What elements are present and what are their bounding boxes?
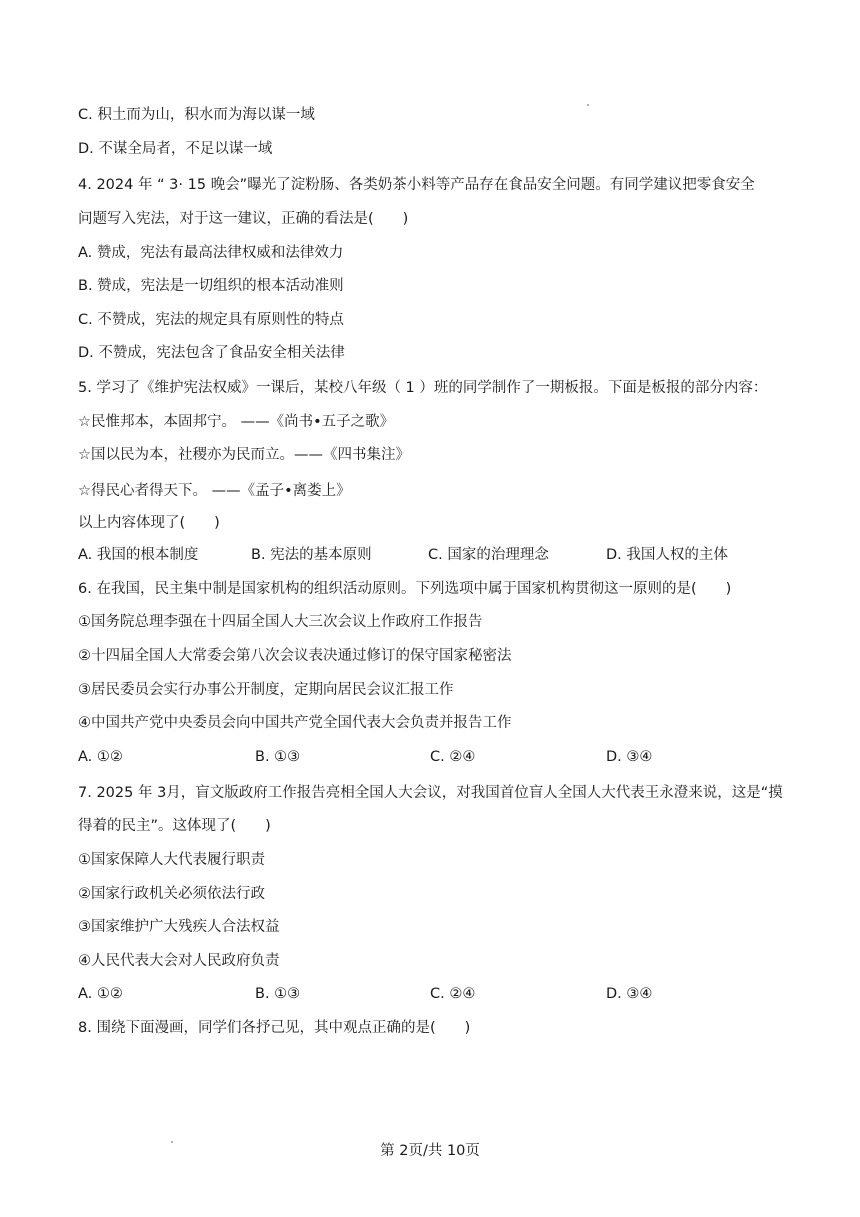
q8-stem: 8. 围绕下面漫画，同学们各抒己见，其中观点正确的是( ) — [78, 1020, 471, 1036]
q7-item-4: ④人民代表大会对人民政府负责 — [78, 953, 280, 969]
q6-option-d: D. ③④ — [606, 749, 653, 765]
q7-option-b: B. ①③ — [255, 986, 301, 1002]
q6-option-b: B. ①③ — [255, 749, 301, 765]
q4-stem-line-2: 问题写入宪法，对于这一建议，正确的看法是( ) — [78, 211, 409, 227]
q6-item-1: ①国务院总理李强在十四届全国人大三次会议上作政府工作报告 — [78, 614, 483, 630]
q7-option-a: A. ①② — [78, 986, 123, 1002]
q6-option-c: C. ②④ — [430, 749, 476, 765]
q6-item-2: ②十四届全国人大常委会第八次会议表决通过修订的保守国家秘密法 — [78, 648, 512, 664]
q6-item-3: ③居民委员会实行办事公开制度，定期向居民会议汇报工作 — [78, 682, 454, 698]
q3-option-c: C. 积土而为山，积水而为海以谋一域 — [78, 107, 315, 123]
q6-item-4: ④中国共产党中央委员会向中国共产党全国代表大会负责并报告工作 — [78, 715, 512, 731]
q5-quote-2: ☆国以民为本，社稷亦为民而立。——《四书集注》 — [78, 447, 410, 463]
q7-option-c: C. ②④ — [430, 986, 476, 1002]
speck — [587, 104, 589, 106]
q4-option-d: D. 不赞成，宪法包含了食品安全相关法律 — [78, 345, 345, 361]
q5-option-d: D. 我国人权的主体 — [606, 547, 728, 563]
q4-option-a: A. 赞成，宪法有最高法律权威和法律效力 — [78, 245, 344, 261]
q4-option-b: B. 赞成，宪法是一切组织的根本活动准则 — [78, 278, 344, 294]
q5-option-b: B. 宪法的基本原则 — [251, 547, 372, 563]
q7-item-3: ③国家维护广大残疾人合法权益 — [78, 919, 280, 935]
q7-item-1: ①国家保障人大代表履行职责 — [78, 852, 265, 868]
q5-stem-line-1: 5. 学习了《维护宪法权威》一课后，某校八年级（ 1 ）班的同学制作了一期板报。下面是板报的部分内容： — [78, 380, 768, 396]
q6-option-a: A. ①② — [78, 749, 123, 765]
q7-stem-line-2: 得着的民主”。这体现了( ) — [78, 818, 271, 834]
q3-option-d: D. 不谋全局者，不足以谋一域 — [78, 141, 273, 157]
q6-stem: 6. 在我国，民主集中制是国家机构的组织活动原则。下列选项中属于国家机构贯彻这一原则的是( ) — [78, 581, 732, 597]
q7-item-2: ②国家行政机关必须依法行政 — [78, 886, 265, 902]
q4-option-c: C. 不赞成，宪法的规定具有原则性的特点 — [78, 312, 344, 328]
q5-quote-3: ☆得民心者得天下。 ——《孟子•离娄上》 — [78, 483, 351, 499]
q5-option-a: A. 我国的根本制度 — [78, 547, 199, 563]
q4-stem-line-1: 4. 2024 年 “ 3· 15 晚会”曝光了淀粉肠、各类奶茶小料等产品存在食品安全问题。有同学建议把零食安全 — [78, 177, 755, 193]
page-number: 第 2页/共 10页 — [380, 1143, 480, 1159]
q5-stem-line-2: 以上内容体现了( ) — [78, 515, 220, 531]
q7-stem-line-1: 7. 2025 年 3月，盲文版政府工作报告亮相全国人大会议，对我国首位盲人全国人大代表王永澄来说，这是“摸 — [78, 785, 783, 801]
q5-quote-1: ☆民惟邦本，本固邦宁。 ——《尚书•五子之歌》 — [78, 414, 395, 430]
q5-option-c: C. 国家的治理理念 — [428, 547, 549, 563]
q7-option-d: D. ③④ — [606, 986, 653, 1002]
